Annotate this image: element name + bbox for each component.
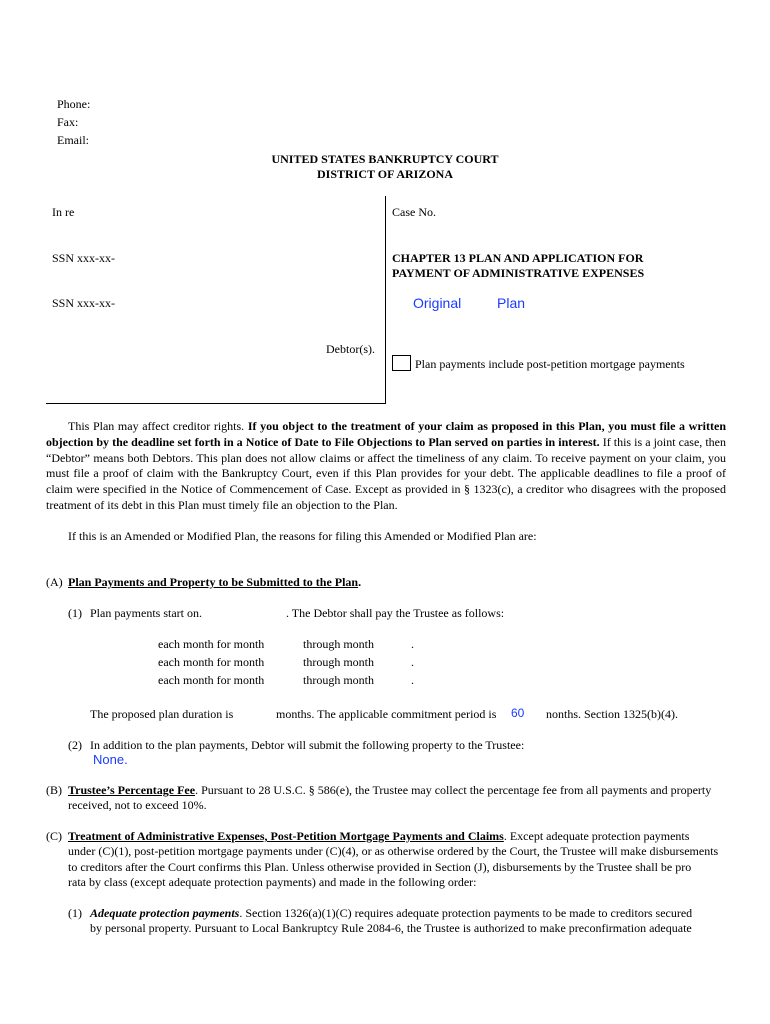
payment-row-1-end: . (411, 637, 414, 651)
additional-property-value[interactable]: None. (93, 752, 128, 767)
payment-row-3-col1: each month for month (158, 673, 265, 687)
section-c1-number: (1) (68, 906, 82, 920)
section-a-heading-end: . (358, 575, 362, 589)
plan-duration-label: The proposed plan duration is (90, 707, 234, 721)
commitment-period-value[interactable]: 60 (511, 706, 525, 720)
payment-row-1-col1: each month for month (158, 637, 265, 651)
ssn-field-2: SSN xxx-xx- (52, 296, 116, 310)
plan-start-label: Plan payments start on. (90, 606, 202, 620)
section-1325-ref: nonths. Section 1325(b)(4). (546, 707, 678, 721)
plan-title-line2: PAYMENT OF ADMINISTRATIVE EXPENSES (392, 266, 645, 280)
section-a-letter: (A) (46, 575, 63, 589)
section-c1-heading: Adequate protection payments (90, 906, 240, 920)
section-c-line2: under (C)(1), post-petition mortgage payments under (C)(4), or as otherwise ordered by the Court, the Trustee will make disbursements (68, 844, 719, 858)
section-c-line3: to creditors after the Court confirms this Plan. Unless otherwise provided in Section (J), disbursements by the Trustee shall be pro (68, 860, 692, 874)
payment-row-2-col1: each month for month (158, 655, 265, 669)
plan-payment-intro: . The Debtor shall pay the Trustee as follows: (286, 606, 505, 620)
intro-warning: If you object to the treatment of your claim as proposed in this Plan, you must file a written objection by the deadline set forth in a Notice of Date to File Objections to Plan served on parties in interest. (46, 419, 727, 449)
email-label: Email: (57, 133, 89, 147)
section-c-line4: rata by class (except adequate protection payments) and made in the following order: (68, 875, 477, 889)
plan-type-field-original[interactable]: Original (413, 295, 462, 311)
section-a2-number: (2) (68, 738, 82, 752)
intro-paragraph (46, 419, 726, 514)
section-a-heading-text: Plan Payments and Property to be Submitted to the Plan (68, 575, 359, 589)
section-b-line1 (68, 782, 711, 798)
court-district: DISTRICT OF ARIZONA (316, 167, 454, 181)
case-number-label: Case No. (392, 205, 436, 219)
caption-divider-horizontal (46, 403, 386, 404)
section-c1-line2: by personal property. Pursuant to Local Bankruptcy Rule 2084-6, the Trustee is authorized to make preconfirmation adequate (90, 921, 692, 935)
plan-title-line1: CHAPTER 13 PLAN AND APPLICATION FOR (392, 251, 644, 265)
section-a-heading (68, 574, 361, 590)
payment-row-2-col2: through month (303, 655, 374, 669)
fax-label: Fax: (57, 115, 79, 129)
plan-type-field-plan[interactable]: Plan (497, 295, 526, 311)
ssn-field-1: SSN xxx-xx- (52, 251, 116, 265)
additional-property-label: In addition to the plan payments, Debtor will submit the following property to the Trustee: (90, 738, 525, 752)
payment-row-3-col2: through month (303, 673, 374, 687)
payment-row-1-col2: through month (303, 637, 374, 651)
section-c-letter: (C) (46, 829, 62, 843)
phone-label: Phone: (57, 97, 91, 111)
court-name: UNITED STATES BANKRUPTCY COURT (271, 152, 499, 166)
commitment-period-label: months. The applicable commitment period is (276, 707, 497, 721)
section-b-heading: Trustee’s Percentage Fee (68, 783, 196, 797)
intro-text-1: This Plan may affect creditor rights. (68, 419, 248, 433)
intro-text-2: If this is a joint case, then “Debtor” means both Debtors. This plan does not allow claims or affect the timeliness of any claim. To receive payment on your claim, you must file a proof of claim with the Bankruptcy Court, even if this Plan provides for your debt. The applicable deadlines to file a proof of claim were specified in the Notice of Commencement of Case. Except as provided in § 1323(c), a creditor who disagrees with the proposed treatment of its debt in this Plan must timely file an objection to the Plan. (46, 434, 726, 512)
mortgage-payments-label: Plan payments include post-petition mortgage payments (415, 357, 685, 371)
payment-row-2-end: . (411, 655, 414, 669)
section-a1-number: (1) (68, 606, 82, 620)
payment-row-3-end: . (411, 673, 414, 687)
section-b-line2: received, not to exceed 10%. (68, 798, 207, 812)
section-b-text: . Pursuant to 28 U.S.C. § 586(e), the Trustee may collect the percentage fee from all payments and property (195, 783, 712, 797)
amended-plan-reasons: If this is an Amended or Modified Plan, the reasons for filing this Amended or Modified Plan are: (68, 529, 537, 543)
section-c-line1 (68, 828, 689, 844)
mortgage-payments-checkbox[interactable] (392, 355, 411, 371)
in-re-label: In re (52, 205, 75, 219)
debtors-label: Debtor(s). (326, 342, 375, 356)
section-c1-line1-text: . Section 1326(a)(1)(C) requires adequate protection payments to be made to creditors secured (239, 906, 693, 920)
section-c-heading: Treatment of Administrative Expenses, Post-Petition Mortgage Payments and Claims (68, 829, 504, 843)
section-c-line1-text: . Except adequate protection payments (503, 829, 690, 843)
section-b-letter: (B) (46, 783, 62, 797)
section-c1-line1 (90, 905, 692, 921)
caption-divider-vertical (385, 196, 386, 404)
